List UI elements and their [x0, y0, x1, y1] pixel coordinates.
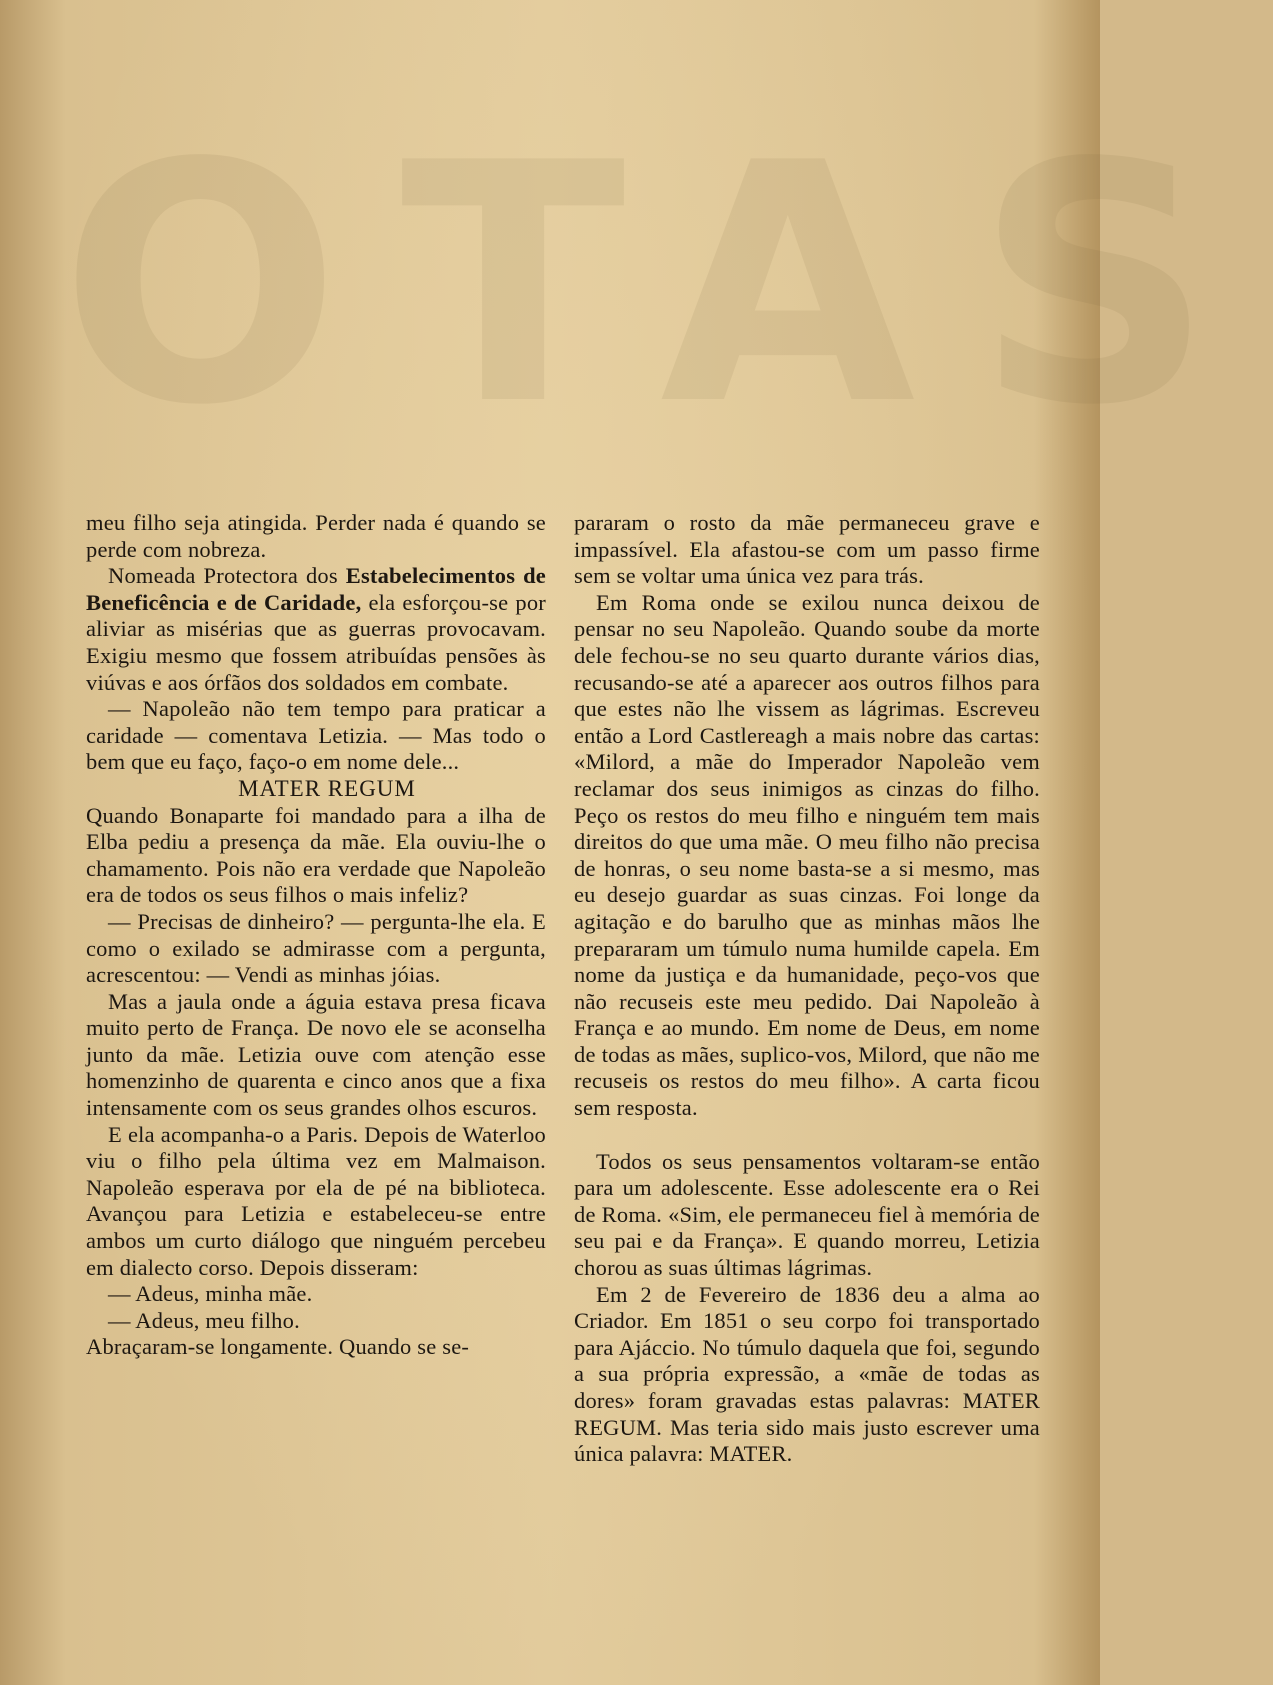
paragraph: Em 2 de Fevereiro de 1836 deu a alma ao Criador. Em 1851 o seu corpo foi transportado para Ajáccio. No túmulo daquela que foi, segundo a sua própria expressão, a «mãe de todas as dores» foram gravadas estas palavras: MATER REGUM. Mas teria sido mais justo escrever uma única palavra: MATER. [574, 1281, 1040, 1467]
paragraph-text: ela esforçou-se por aliviar as misérias que as guerras provocavam. Exigiu mesmo que fossem atribuídas pensões às viúvas e aos órfãos dos soldados em combate. [86, 589, 546, 695]
paragraph-gap [574, 1122, 1040, 1149]
dialogue-line: — Adeus, minha mãe. [108, 1281, 313, 1307]
right-column [574, 510, 1040, 1468]
paragraph [86, 563, 546, 696]
left-column [86, 510, 546, 1361]
dialogue-line: — Adeus, meu filho. [108, 1307, 300, 1333]
bleed-through-lettering: OTAS [60, 93, 1273, 477]
bold-institution-name: Estabelecimentos de Beneficência e de Caridade, [86, 563, 546, 615]
paragraph: E ela acompanha-o a Paris. Depois de Waterloo viu o filho pela última vez em Malmaison. Napoleão esperava por ela de pé na biblioteca. Avançou para Letizia e estabeleceu-se entre ambos um curto diálogo que ninguém percebeu em dialecto corso. Depois disseram: [86, 1121, 546, 1280]
paragraph: Mas a jaula onde a águia estava presa ficava muito perto de França. De novo ele se aconselha junto da mãe. Letizia ouve com atenção esse homenzinho de quarenta e cinco anos que a fixa intensamente com os seus grandes olhos escuros. [86, 988, 546, 1121]
paragraph: meu filho seja atingida. Perder nada é quando se perde com nobreza. [86, 510, 546, 562]
dialogue-paragraph: — Precisas de dinheiro? — pergunta-lhe ela. E como o exilado se admirasse com a pergunta, acrescentou: — Vendi as minhas jóias. [86, 908, 546, 988]
dialogue-paragraph: — Napoleão não tem tempo para praticar a caridade — comentava Letizia. — Mas todo o bem que eu faço, faço-o em nome dele... [86, 696, 546, 775]
section-heading: MATER REGUM [238, 775, 416, 801]
paragraph-text: Nomeada Protectora dos [108, 563, 346, 589]
paragraph: Quando Bonaparte foi mandado para a ilha de Elba pediu a presença da mãe. Ela ouviu-lhe o chamamento. Pois não era verdade que Napoleão era de todos os seus filhos o mais infeliz? [86, 802, 546, 908]
paragraph: Abraçaram-se longamente. Quando se se- [86, 1334, 470, 1360]
paragraph: pararam o rosto da mãe permaneceu grave e impassível. Ela afastou-se com um passo firme sem se voltar uma única vez para trás. [574, 510, 1040, 589]
paragraph: Em Roma onde se exilou nunca deixou de pensar no seu Napoleão. Quando soube da morte dele fechou-se no seu quarto durante vários dias, recusando-se até a aparecer aos outros filhos para que estes não lhe vissem as lágrimas. Escreveu então a Lord Castlereagh a mais nobre das cartas: «Milord, a mãe do Imperador Napoleão vem reclamar dos seus inimigos as cinzas do filho. Peço os restos do meu filho e ninguém tem mais direitos do que uma mãe. O meu filho não precisa de honras, o seu nome basta-se a si mesmo, mas eu desejo guardar as suas cinzas. Foi longe da agitação e do barulho que as minhas mãos lhe prepararam um túmulo numa humilde capela. Em nome da justiça e da humanidade, peço-vos que não recuseis este meu pedido. Dai Napoleão à França e ao mundo. Em nome de Deus, em nome de todas as mães, suplico-vos, Milord, que não me recuseis os restos do meu filho». A carta ficou sem resposta. [574, 589, 1040, 1121]
paragraph: Todos os seus pensamentos voltaram-se então para um adolescente. Esse adolescente era o Rei de Roma. «Sim, ele permaneceu fiel à memória de seu pai e da França». E quando morreu, Letizia chorou as suas últimas lágrimas. [574, 1148, 1040, 1281]
